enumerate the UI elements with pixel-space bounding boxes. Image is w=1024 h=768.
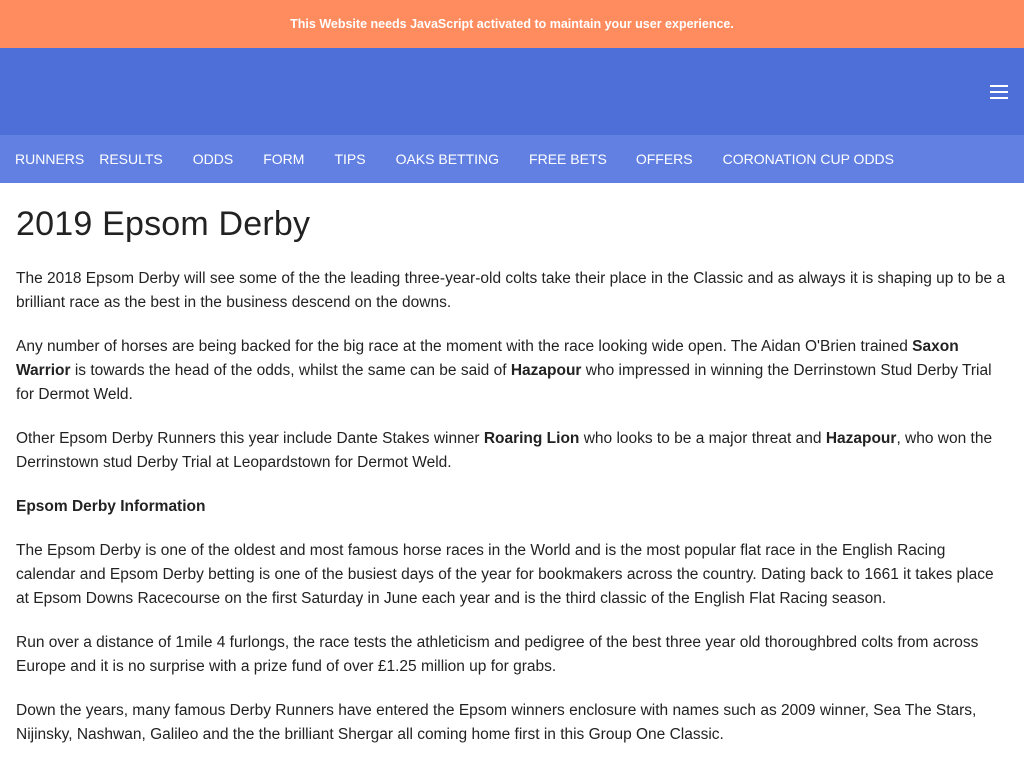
horse-name-hazapour: Hazapour	[825, 430, 897, 447]
paragraph-text: Other Epsom Derby Runners this year include Dante Stakes winner	[16, 430, 484, 447]
javascript-notice-text: This Website needs JavaScript activated to maintain your user experience.	[290, 17, 734, 31]
javascript-notice-bar	[0, 0, 1024, 48]
paragraph-text: who looks to be a major threat and	[579, 430, 826, 447]
famous-winners-paragraph: Down the years, many famous Derby Runners have entered the Epsom winners enclosure with names such as 2009 winner, Sea The Stars, Nijinsky, Nashwan, Galileo and the the brilliant Shergar all coming home first in this Group One Classic.	[16, 702, 977, 743]
history-paragraph: The Epsom Derby is one of the oldest and most famous horse races in the World and is the most popular flat race in the English Racing calendar and Epsom Derby betting is one of the busiest days of the year for bookmakers across the country. Dating back to 1661 it takes place at Epsom Downs Racecourse on the first Saturday in June each year and is the third classic of the English Flat Racing season.	[16, 542, 994, 607]
intro-paragraph: The 2018 Epsom Derby will see some of the the leading three-year-old colts take their place in the Classic and as always it is shaping up to be a brilliant race as the best in the business descend on the downs.	[16, 270, 1006, 311]
menu-bar-middle	[990, 91, 1008, 93]
distance-paragraph: Run over a distance of 1mile 4 furlongs, the race tests the athleticism and pedigree of the best three year old thoroughbred colts from across Europe and it is no surprise with a prize fund of over £1.25 million up for grabs.	[16, 634, 979, 675]
nav-item-free-bets[interactable]: FREE BETS	[529, 151, 607, 167]
paragraph-text: , who won the Derrinstown stud Derby Trial at Leopardstown for Dermot Weld.	[16, 430, 993, 471]
info-heading-text: Epsom Derby Information	[16, 498, 206, 515]
menu-bar-top	[990, 85, 1008, 87]
nav-item-tips[interactable]: TIPS	[334, 151, 366, 167]
backed-horses-paragraph	[16, 335, 1008, 407]
nav-item-odds[interactable]: ODDS	[192, 151, 234, 167]
paragraph-text: is towards the head of the odds, whilst the same can be said of	[70, 362, 511, 379]
nav-item-form[interactable]: FORM	[263, 151, 305, 167]
horse-name-roaring-lion: Roaring Lion	[483, 430, 580, 447]
horse-name-hazapour: Hazapour	[510, 362, 582, 379]
menu-bar-bottom	[990, 97, 1008, 99]
main-navigation	[0, 135, 1024, 183]
site-header	[0, 48, 1024, 135]
nav-item-oaks-betting[interactable]: OAKS BETTING	[395, 151, 500, 167]
nav-item-results[interactable]: RESULTS	[99, 151, 163, 167]
article-content	[0, 183, 1024, 747]
paragraph-text: Any number of horses are being backed for the big race at the moment with the race looking wide open. The Aidan O'Brien trained	[16, 338, 913, 355]
nav-item-offers[interactable]: OFFERS	[635, 151, 693, 167]
page-title: 2019 Epsom Derby	[16, 205, 311, 243]
info-heading	[16, 495, 1008, 519]
nav-item-runners[interactable]: RUNNERS	[15, 151, 85, 167]
other-runners-paragraph	[16, 427, 1008, 475]
hamburger-menu-icon[interactable]	[988, 83, 1010, 101]
paragraph-text: who impressed in winning the Derrinstown Stud Derby Trial for Dermot Weld.	[16, 362, 992, 403]
nav-item-coronation-cup-odds[interactable]: CORONATION CUP ODDS	[722, 151, 895, 167]
horse-name-saxon-warrior: Saxon Warrior	[16, 338, 959, 379]
